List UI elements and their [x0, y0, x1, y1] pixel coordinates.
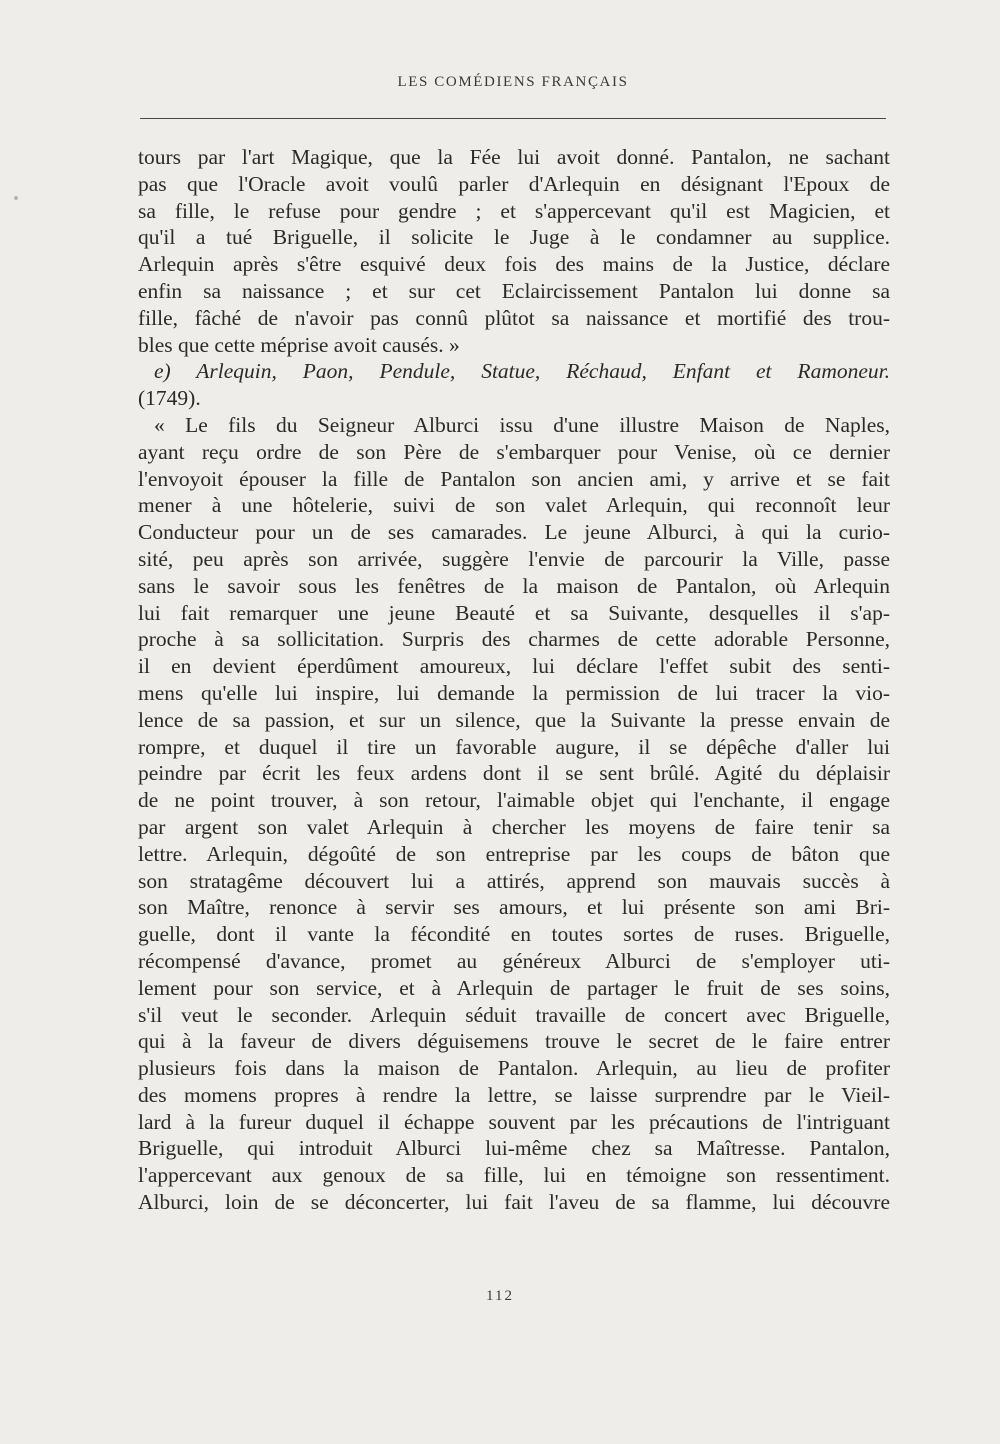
text-line: rompre, et duquel il tire un favorable augure, il se dépêche d'aller lui	[138, 734, 890, 759]
text-line: récompensé d'avance, promet au généreux Alburci de s'employer uti-	[138, 948, 890, 973]
text-line: par argent son valet Arlequin à chercher les moyens de faire tenir sa	[138, 814, 890, 839]
header-rule	[140, 118, 886, 119]
text-line: lence de sa passion, et sur un silence, que la Suivante la presse envain de	[138, 707, 890, 732]
text-line: lui fait remarquer une jeune Beauté et sa Suivante, desquelles il s'ap-	[138, 600, 890, 625]
text-line: bles que cette méprise avoit causés. »	[138, 332, 460, 357]
text-line: guelle, dont il vante la fécondité en toutes sortes de ruses. Briguelle,	[138, 922, 890, 947]
text-line: enfin sa naissance ; et sur cet Eclaircissement Pantalon lui donne sa	[138, 278, 890, 303]
running-header: LES COMÉDIENS FRANÇAIS	[397, 74, 629, 90]
body-text	[138, 144, 890, 1216]
text-line: des momens propres à rendre la lettre, se laisse surprendre par le Vieil-	[138, 1082, 890, 1107]
section-date: (1749).	[138, 386, 201, 411]
text-line: sa fille, le refuse pour gendre ; et s'appercevant qu'il est Magicien, et	[138, 198, 890, 223]
page-number: 112	[486, 1288, 514, 1304]
text-line: Arlequin après s'être esquivé deux fois des mains de la Justice, déclare	[138, 252, 890, 277]
text-line: Briguelle, qui introduit Alburci lui-même chez sa Maîtresse. Pantalon,	[138, 1136, 890, 1161]
text-line: de ne point trouver, à son retour, l'aimable objet qui l'enchante, il engage	[138, 788, 890, 813]
text-line: peindre par écrit les feux ardens dont il se sent brûlé. Agité du déplaisir	[138, 761, 890, 786]
text-line: Alburci, loin de se déconcerter, lui fait l'aveu de sa flamme, lui découvre	[138, 1190, 890, 1215]
text-line: mens qu'elle lui inspire, lui demande la permission de lui tracer la vio-	[138, 680, 890, 705]
text-line: s'il veut le seconder. Arlequin séduit travaille de concert avec Briguelle,	[138, 1002, 890, 1027]
text-line: pas que l'Oracle avoit voulû parler d'Arlequin en désignant l'Epoux de	[138, 171, 890, 196]
text-line: ayant reçu ordre de son Père de s'embarquer pour Venise, où ce dernier	[138, 439, 890, 464]
text-line: qu'il a tué Briguelle, il solicite le Juge à le condamner au supplice.	[138, 225, 890, 250]
text-line: lard à la fureur duquel il échappe souvent par les précautions de l'intriguant	[138, 1109, 890, 1134]
text-line: il en devient éperdûment amoureux, lui déclare l'effet subit des senti-	[138, 654, 890, 679]
text-line: l'envoyoit épouser la fille de Pantalon son ancien ami, y arrive et se fait	[138, 466, 890, 491]
text-line: son Maître, renonce à servir ses amours, et lui présente son ami Bri-	[138, 895, 890, 920]
text-line: son stratagême découvert lui a attirés, apprend son mauvais succès à	[138, 868, 890, 893]
text-line: lement pour son service, et à Arlequin de partager le fruit de ses soins,	[138, 975, 890, 1000]
text-line: plusieurs fois dans la maison de Pantalon. Arlequin, au lieu de profiter	[138, 1056, 890, 1081]
text-line: lettre. Arlequin, dégoûté de son entreprise par les coups de bâton que	[138, 841, 890, 866]
section-heading: e) Arlequin, Paon, Pendule, Statue, Réchaud, Enfant et Ramoneur.	[154, 359, 890, 384]
margin-speck	[14, 196, 18, 200]
text-line: Conducteur pour un de ses camarades. Le jeune Alburci, à qui la curio-	[138, 520, 890, 545]
text-line: tours par l'art Magique, que la Fée lui avoit donné. Pantalon, ne sachant	[138, 145, 890, 169]
text-line: l'appercevant aux genoux de sa fille, lui en témoigne son ressentiment.	[138, 1163, 890, 1188]
text-line: « Le fils du Seigneur Alburci issu d'une illustre Maison de Naples,	[154, 412, 890, 437]
text-line: mener à une hôtelerie, suivi de son valet Arlequin, qui reconnoît leur	[138, 493, 890, 518]
text-line: fille, fâché de n'avoir pas connû plûtot sa naissance et mortifié des trou-	[138, 305, 890, 330]
text-line: sité, peu après son arrivée, suggère l'envie de parcourir la Ville, passe	[138, 546, 890, 571]
text-line: qui à la faveur de divers déguisemens trouve le secret de le faire entrer	[138, 1029, 890, 1054]
text-line: sans le savoir sous les fenêtres de la maison de Pantalon, où Arlequin	[138, 573, 890, 598]
text-line: proche à sa sollicitation. Surpris des charmes de cette adorable Personne,	[138, 627, 890, 652]
